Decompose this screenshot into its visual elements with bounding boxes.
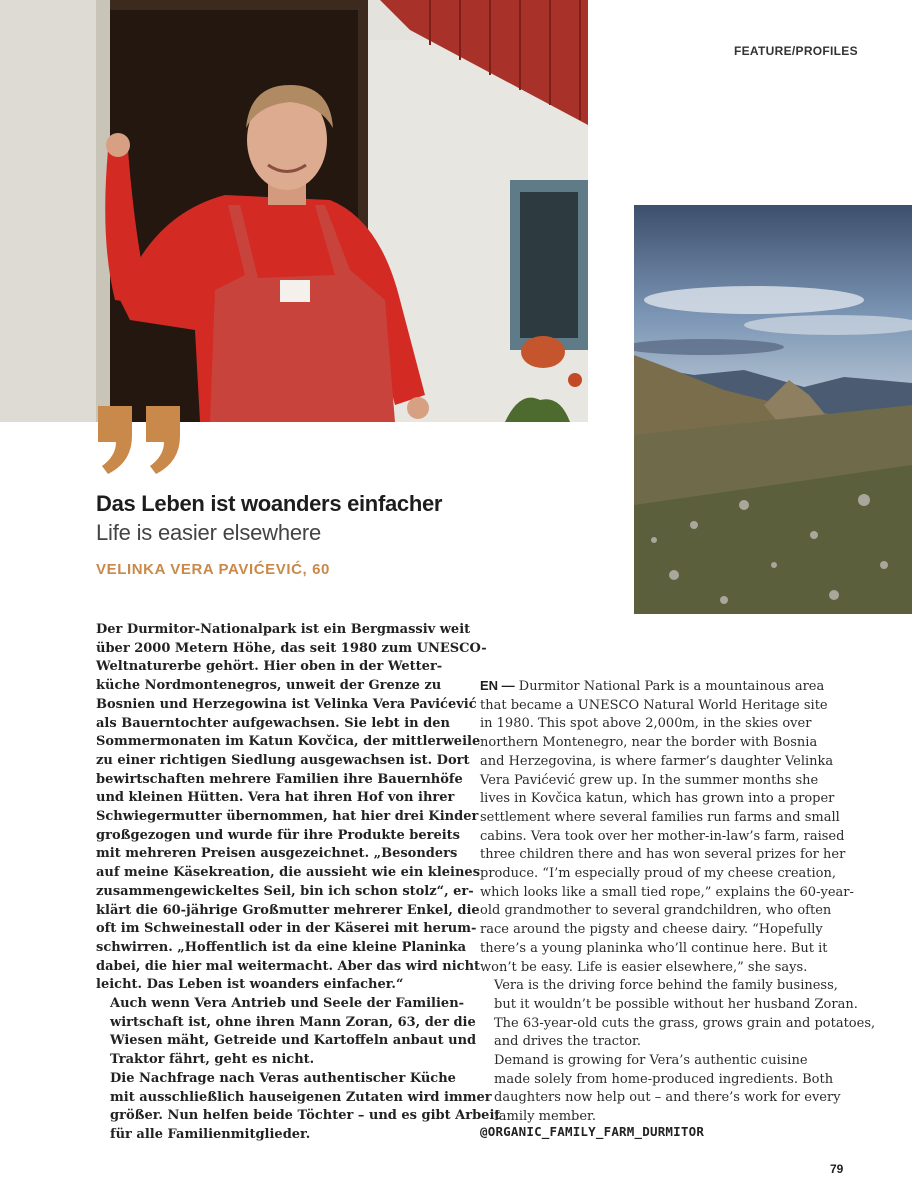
text-line: Vera Pavićević grew up. In the summer months she [480,772,819,788]
text-line: and Herzegovina, is where farmer’s daughter Velinka [480,753,834,769]
text-line: Der Durmitor-Nationalpark ist ein Bergmassiv weit [96,622,471,637]
text-line: which looks like a small tied rope,” explains the 60-year- [480,884,854,900]
text-line: made solely from home-produced ingredients. Both [494,1071,834,1087]
text-line: that became a UNESCO Natural World Heritage site [480,697,828,713]
text-line: Sommermonaten im Katun Kovčica, der mittlerweile [96,734,481,750]
text-line: Weltnaturerbe gehört. Hier oben in der Wetter- [96,659,443,675]
text-line: großgezogen und wurde für ihre Produkte bereits [96,827,460,843]
text-line: The 63-year-old cuts the grass, grows grain and potatoes, [494,1015,876,1031]
text-line: dabei, die hier mal weitermacht. Aber das wird nicht [96,958,481,974]
text-line: zusammengewickeltes Seil, bin ich schon stolz“, er- [96,883,474,899]
text-line: bewirtschaften mehrere Familien ihre Bauernhöfe [96,771,463,787]
text-line: küche Nordmontenegros, unweit der Grenze zu [96,678,442,694]
german-paragraph-1 [96,621,487,995]
text-line: wirtschaft ist, ohne ihren Mann Zoran, 63, der die [110,1014,476,1030]
section-label: FEATURE/PROFILES [734,44,858,58]
subheadline: Life is easier elsewhere [96,520,322,545]
german-text-column [96,621,501,1145]
text-line: als Bauerntochter aufgewachsen. Sie lebt in den [96,715,450,731]
text-line: cabins. Vera took over her mother-in-law’s farm, raised [480,828,845,844]
text-line: zu einer richtigen Siedlung ausgewachsen ist. Dort [96,752,470,768]
english-text-column [480,677,876,1127]
german-paragraph-2 [96,995,477,1070]
text-line: mit ausschließlich hauseigenen Zutaten wird immer [110,1089,492,1105]
text-line: in 1980. This spot above 2,000m, in the skies over [480,716,812,732]
text-line: produce. “I’m especially proud of my cheese creation, [480,866,836,882]
text-line: won’t be easy. Life is easier elsewhere,” she says. [480,959,808,975]
page-number: 79 [830,1162,844,1176]
text-line: für alle Familienmitglieder. [110,1126,311,1142]
text-line: old grandmother to several grandchildren, who often [480,903,832,919]
landscape-photo [634,205,912,614]
text-line: schwirren. „Hoffentlich ist da eine kleine Planinka [96,939,466,955]
text-line: Demand is growing for Vera’s authentic cuisine [494,1053,808,1069]
english-paragraph-1 [480,677,852,977]
text-line: größer. Nun helfen beide Töchter – und es gibt Arbeit [110,1108,501,1124]
text-line: Bosnien und Herzegowina ist Velinka Vera Pavićević [96,696,477,712]
instagram-handle: @ORGANIC_FAMILY_FARM_DURMITOR [480,1124,705,1139]
text-line: Schwiegermutter übernommen, hat hier drei Kinder [96,809,479,825]
text-line: Traktor fährt, geht es nicht. [110,1052,315,1068]
text-fragment: Durmitor National Park is a mountainous area [514,679,825,694]
text-line: Wiesen mäht, Getreide und Kartoffeln anbaut und [110,1033,477,1049]
text-line: über 2000 Metern Höhe, das seit 1980 zum UNESCO- [96,640,487,656]
text-line [480,677,852,697]
text-line: oft im Schweinestall oder in der Käserei mit herum- [96,921,477,937]
portrait-photo [0,0,588,422]
text-line: three children there and has won several prizes for her [480,847,846,863]
headline: Das Leben ist woanders einfacher [96,491,443,516]
text-line: leicht. Das Leben ist woanders einfacher.“ [96,977,404,993]
text-line: Vera is the driving force behind the family business, [494,978,838,994]
text-line: mit mehreren Preisen ausgezeichnet. „Besonders [96,846,458,862]
language-tag: EN — [480,678,515,693]
text-line: Auch wenn Vera Antrieb und Seele der Familien- [110,996,465,1012]
text-line: settlement where several families run farms and small [480,809,840,825]
english-paragraph-3 [480,1052,852,1127]
text-line: Die Nachfrage nach Veras authentischer Küche [110,1070,456,1086]
english-paragraph-2 [480,977,876,1052]
byline: VELINKA VERA PAVIĆEVIĆ, 60 [96,561,330,578]
text-line: race around the pigsty and cheese dairy. “Hopefully [480,922,823,938]
text-line: daughters now help out – and there’s work for every [494,1090,841,1106]
german-paragraph-3 [96,1070,501,1145]
text-line: und kleinen Hütten. Vera hat ihren Hof von ihrer [96,790,455,806]
text-line: lives in Kovčica katun, which has grown into a proper [480,791,835,807]
quote-icon [94,402,186,478]
text-line: northern Montenegro, near the border with Bosnia [480,735,818,751]
text-line: and drives the tractor. [494,1034,641,1050]
text-line: family member. [494,1109,596,1125]
text-line: klärt die 60-jährige Großmutter mehrerer Enkel, die [96,902,480,918]
text-line: but it wouldn’t be possible without her husband Zoran. [494,996,858,1012]
text-line: there’s a young planinka who’ll continue here. But it [480,940,828,956]
text-line: auf meine Käsekreation, die aussieht wie ein kleines [96,865,481,881]
